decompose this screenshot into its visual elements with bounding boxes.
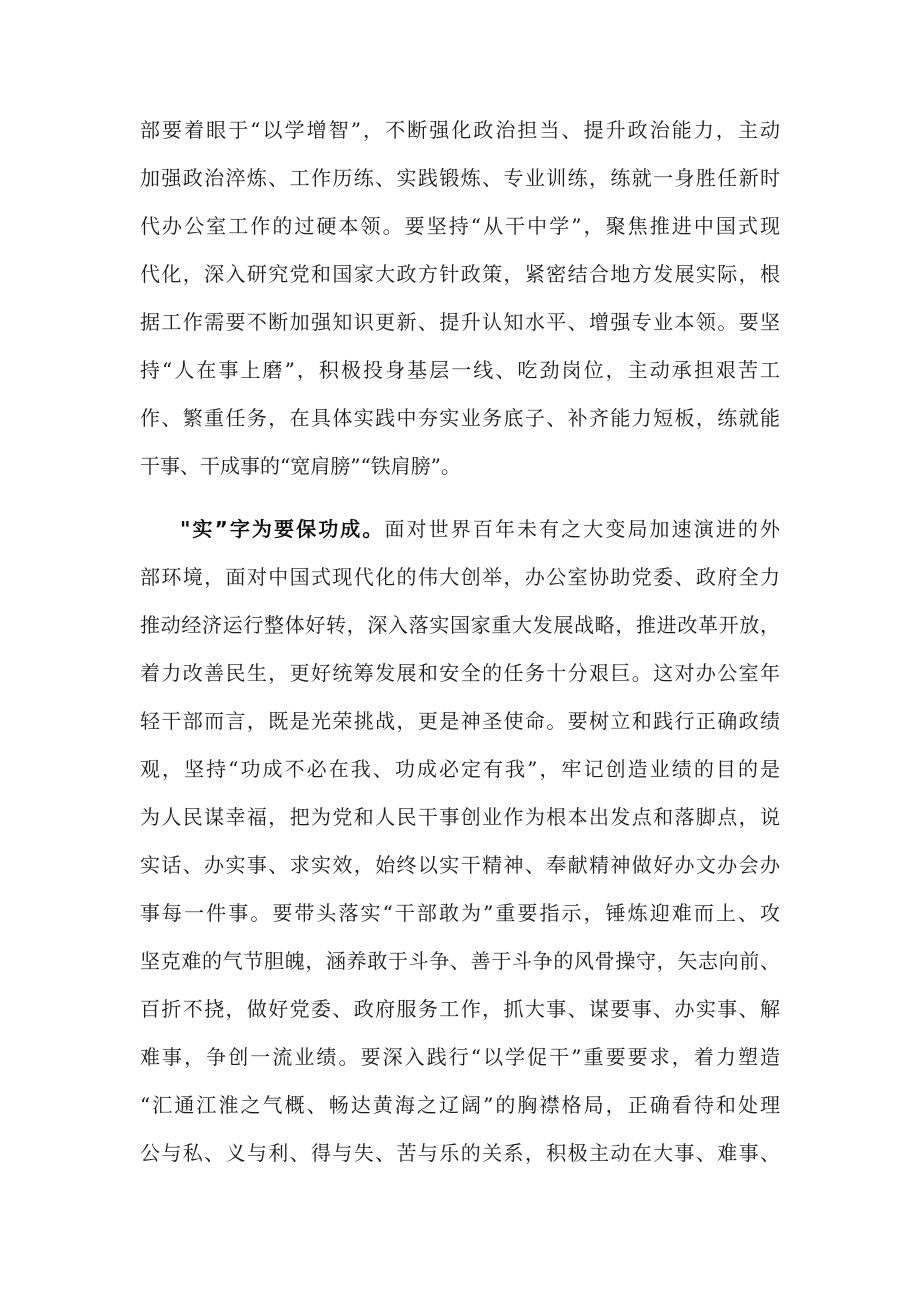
paragraph-2-line-7: 为人民谋幸福，把为党和人民干事创业作为根本出发点和落脚点，说 bbox=[140, 805, 780, 829]
paragraph-2-line-4: 着力改善民生，更好统筹发展和安全的任务十分艰巨。这对办公室年 bbox=[140, 661, 780, 685]
paragraph-1-line-7: 作、繁重任务，在具体实践中夯实业务底子、补齐能力短板，练就能 bbox=[140, 406, 780, 430]
paragraph-2-line-9: 事每一件事。要带头落实“干部敢为”重要指示，锤炼迎难而上、攻 bbox=[140, 901, 780, 925]
paragraph-2-line-3: 推动经济运行整体好转，深入落实国家重大发展战略，推进改革开放， bbox=[140, 613, 780, 637]
paragraph-2-line-12: 难事，争创一流业绩。要深入践行“以学促干”重要要求，着力塑造 bbox=[140, 1045, 780, 1069]
paragraph-1-line-6: 持“人在事上磨”，积极投身基层一线、吃劲岗位，主动承担艰苦工 bbox=[140, 358, 780, 382]
paragraph-2-line-14: 公与私、义与利、得与失、苦与乐的关系，积极主动在大事、难事、 bbox=[140, 1141, 780, 1165]
paragraph-2-first-line-text: 面对世界百年未有之大变局加速演进的外 bbox=[384, 517, 780, 541]
paragraph-2-line-5: 轻干部而言，既是光荣挑战，更是神圣使命。要树立和践行正确政绩 bbox=[140, 709, 780, 733]
paragraph-2-line-10: 坚克难的气节胆魄，涵养敢于斗争、善于斗争的风骨操守，矢志向前、 bbox=[140, 949, 780, 973]
paragraph-1-line-1: 部要着眼于“以学增智”，不断强化政治担当、提升政治能力，主动 bbox=[140, 118, 780, 142]
paragraph-2-line-1 bbox=[180, 511, 780, 547]
paragraph-1-line-2: 加强政治淬炼、工作历练、实践锻炼、专业训练，练就一身胜任新时 bbox=[140, 166, 780, 190]
paragraph-2-line-11: 百折不挠，做好党委、政府服务工作，抓大事、谋要事、办实事、解 bbox=[140, 997, 780, 1021]
paragraph-1-line-4: 代化，深入研究党和国家大政方针政策，紧密结合地方发展实际，根 bbox=[140, 262, 780, 286]
paragraph-1-line-5: 据工作需要不断加强知识更新、提升认知水平、增强专业本领。要坚 bbox=[140, 310, 780, 334]
paragraph-2-line-2: 部环境，面对中国式现代化的伟大创举，办公室协助党委、政府全力 bbox=[140, 565, 780, 589]
paragraph-2-line-8: 实话、办实事、求实效，始终以实干精神、奉献精神做好办文办会办 bbox=[140, 853, 780, 877]
paragraph-1-line-3: 代办公室工作的过硬本领。要坚持“从干中学”，聚焦推进中国式现 bbox=[140, 214, 780, 238]
paragraph-2-line-6: 观，坚持“功成不必在我、功成必定有我”，牢记创造业绩的目的是 bbox=[140, 757, 780, 781]
paragraph-1-line-8: 干事、干成事的“宽肩膀”“铁肩膀”。 bbox=[140, 454, 461, 478]
paragraph-2-line-13: “汇通江淮之气概、畅达黄海之辽阔”的胸襟格局，正确看待和处理 bbox=[140, 1093, 780, 1117]
paragraph-2-lead: "实”字为要保功成。 bbox=[180, 517, 385, 541]
